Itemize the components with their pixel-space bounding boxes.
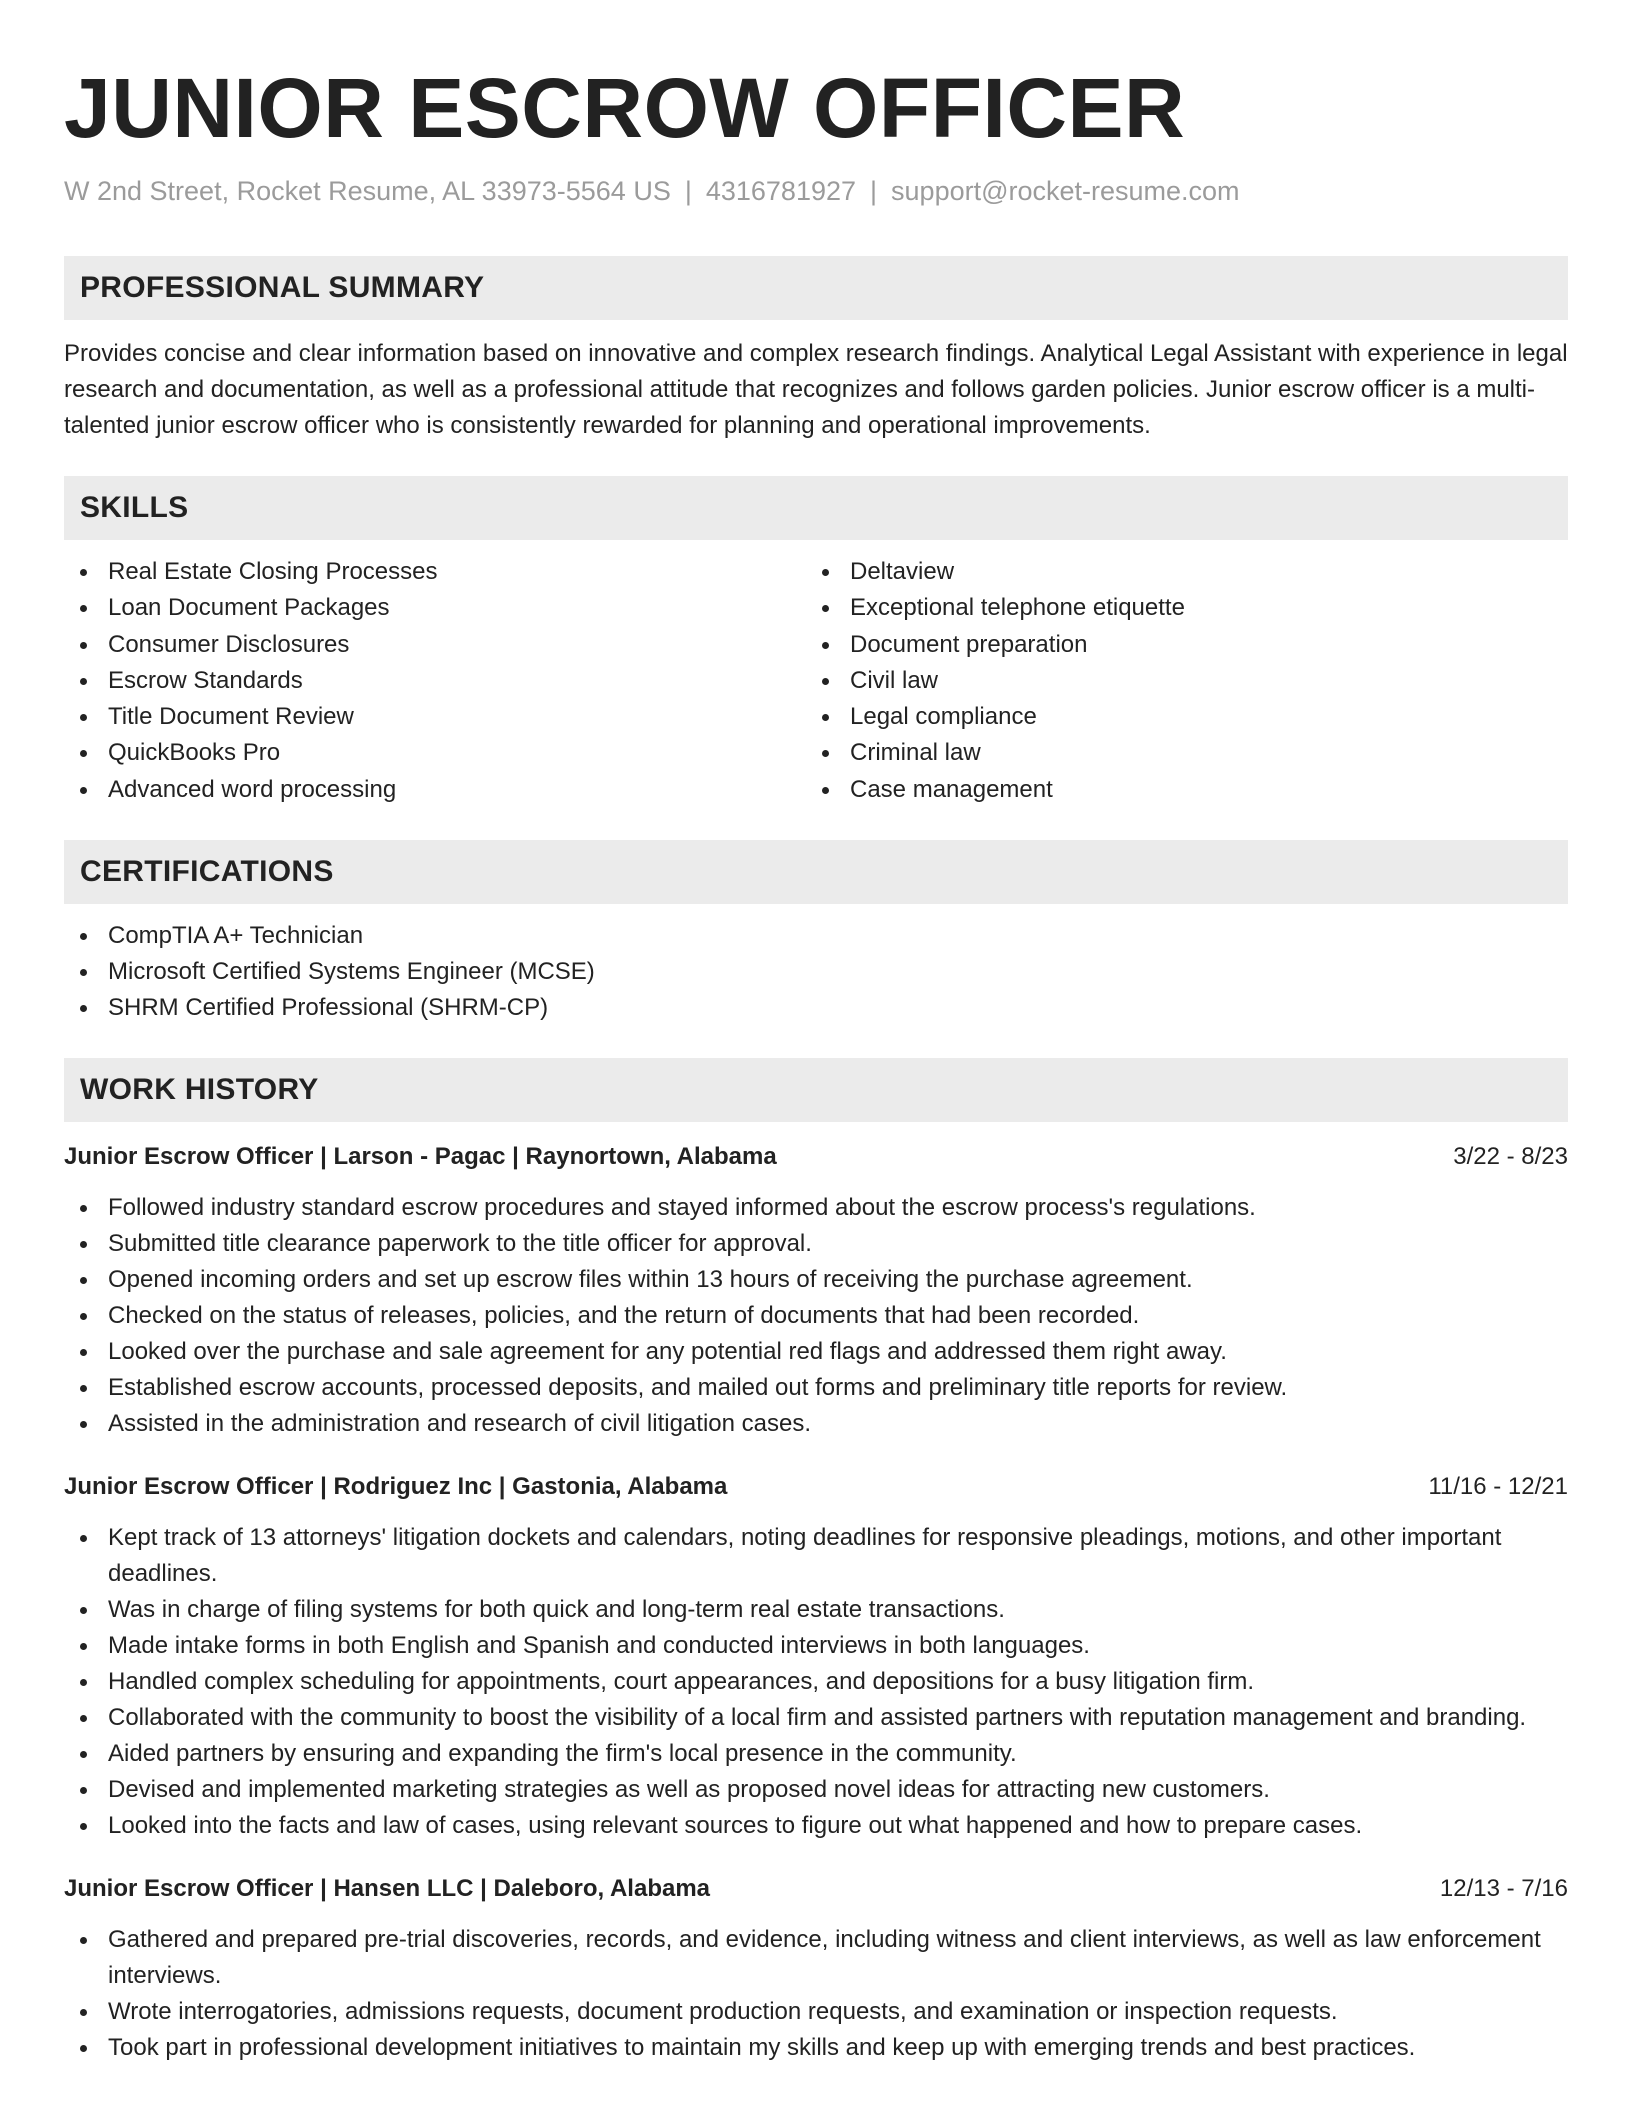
job-bullet: Followed industry standard escrow procedures and stayed informed about the escrow process's regulations. xyxy=(64,1190,1568,1226)
certification-item: SHRM Certified Professional (SHRM-CP) xyxy=(64,990,1568,1026)
job-bullet: Devised and implemented marketing strategies as well as proposed novel ideas for attracting new customers. xyxy=(64,1772,1568,1808)
contact-email[interactable]: support@rocket-resume.com xyxy=(891,176,1240,206)
job-bullet: Took part in professional development initiatives to maintain my skills and keep up with emerging trends and best practices. xyxy=(64,2030,1568,2066)
skill-item: Criminal law xyxy=(806,735,1548,771)
section-header-summary: PROFESSIONAL SUMMARY xyxy=(64,256,1568,320)
skill-item: Title Document Review xyxy=(64,699,806,735)
job-bullets xyxy=(64,1520,1568,1844)
job-bullet: Aided partners by ensuring and expanding the firm's local presence in the community. xyxy=(64,1736,1568,1772)
skills-column-right xyxy=(806,554,1548,808)
skill-item: Loan Document Packages xyxy=(64,590,806,626)
job-title: Junior Escrow Officer | Rodriguez Inc | Gastonia, Alabama xyxy=(64,1473,728,1501)
contact-address: W 2nd Street, Rocket Resume, AL 33973-5564 US xyxy=(64,176,671,206)
contact-phone: 4316781927 xyxy=(705,176,857,206)
job-heading-row xyxy=(64,1140,1568,1174)
skill-item: Consumer Disclosures xyxy=(64,627,806,663)
resume-page xyxy=(64,0,1568,2066)
contact-separator: | xyxy=(870,176,878,206)
job-entry xyxy=(64,1470,1568,1844)
summary-text: Provides concise and clear information based on innovative and complex research findings. Analytical Legal Assistant with experience in legal research and documentation, as well as a professional attitude that recognizes and follows garden policies. Junior escrow officer is a multi-talented junior escrow officer who is consistently rewarded for planning and operational improvements. xyxy=(64,340,1568,439)
job-bullet: Opened incoming orders and set up escrow files within 13 hours of receiving the purchase agreement. xyxy=(64,1262,1568,1298)
job-heading-row xyxy=(64,1872,1568,1906)
job-bullet: Established escrow accounts, processed deposits, and mailed out forms and preliminary title reports for review. xyxy=(64,1370,1568,1406)
job-title: Junior Escrow Officer | Larson - Pagac | Raynortown, Alabama xyxy=(64,1143,777,1171)
job-dates: 11/16 - 12/21 xyxy=(1428,1473,1568,1501)
job-bullets xyxy=(64,1922,1568,2066)
contact-line xyxy=(64,174,1568,208)
skill-item: QuickBooks Pro xyxy=(64,735,806,771)
section-header-work-history: WORK HISTORY xyxy=(64,1058,1568,1122)
skill-item: Deltaview xyxy=(806,554,1548,590)
job-bullet: Handled complex scheduling for appointments, court appearances, and depositions for a busy litigation firm. xyxy=(64,1664,1568,1700)
skill-item: Real Estate Closing Processes xyxy=(64,554,806,590)
job-bullet: Made intake forms in both English and Spanish and conducted interviews in both languages. xyxy=(64,1628,1568,1664)
job-dates: 12/13 - 7/16 xyxy=(1439,1875,1568,1903)
certifications-list xyxy=(64,918,1568,1026)
job-bullet: Wrote interrogatories, admissions requests, document production requests, and examination or inspection requests. xyxy=(64,1994,1568,2030)
job-bullet: Looked into the facts and law of cases, using relevant sources to figure out what happened and how to prepare cases. xyxy=(64,1808,1568,1844)
job-bullet: Was in charge of filing systems for both quick and long-term real estate transactions. xyxy=(64,1592,1568,1628)
section-header-skills: SKILLS xyxy=(64,476,1568,540)
skill-item: Document preparation xyxy=(806,627,1548,663)
contact-separator: | xyxy=(684,176,692,206)
job-bullet: Assisted in the administration and research of civil litigation cases. xyxy=(64,1406,1568,1442)
certification-item: Microsoft Certified Systems Engineer (MCSE) xyxy=(64,954,1568,990)
job-entry xyxy=(64,1140,1568,1442)
job-bullets xyxy=(64,1190,1568,1442)
job-heading-row xyxy=(64,1470,1568,1504)
skills-column-left xyxy=(64,554,806,808)
job-bullet: Kept track of 13 attorneys' litigation dockets and calendars, noting deadlines for responsive pleadings, motions, and other important deadlines. xyxy=(64,1520,1568,1592)
skill-item: Case management xyxy=(806,772,1548,808)
skills-list xyxy=(64,554,1568,808)
job-title: Junior Escrow Officer | Hansen LLC | Daleboro, Alabama xyxy=(64,1875,711,1903)
resume-name: JUNIOR ESCROW OFFICER xyxy=(64,61,1186,155)
job-bullet: Checked on the status of releases, policies, and the return of documents that had been recorded. xyxy=(64,1298,1568,1334)
skill-item: Legal compliance xyxy=(806,699,1548,735)
section-header-certifications: CERTIFICATIONS xyxy=(64,840,1568,904)
job-dates: 3/22 - 8/23 xyxy=(1453,1143,1568,1171)
job-entry xyxy=(64,1872,1568,2066)
skill-item: Civil law xyxy=(806,663,1548,699)
skill-item: Advanced word processing xyxy=(64,772,806,808)
skill-item: Exceptional telephone etiquette xyxy=(806,590,1548,626)
job-bullet: Gathered and prepared pre-trial discoveries, records, and evidence, including witness and client interviews, as well as law enforcement interviews. xyxy=(64,1922,1568,1994)
skill-item: Escrow Standards xyxy=(64,663,806,699)
certification-item: CompTIA A+ Technician xyxy=(64,918,1568,954)
job-bullet: Submitted title clearance paperwork to the title officer for approval. xyxy=(64,1226,1568,1262)
job-bullet: Collaborated with the community to boost the visibility of a local firm and assisted partners with reputation management and branding. xyxy=(64,1700,1568,1736)
job-bullet: Looked over the purchase and sale agreement for any potential red flags and addressed them right away. xyxy=(64,1334,1568,1370)
